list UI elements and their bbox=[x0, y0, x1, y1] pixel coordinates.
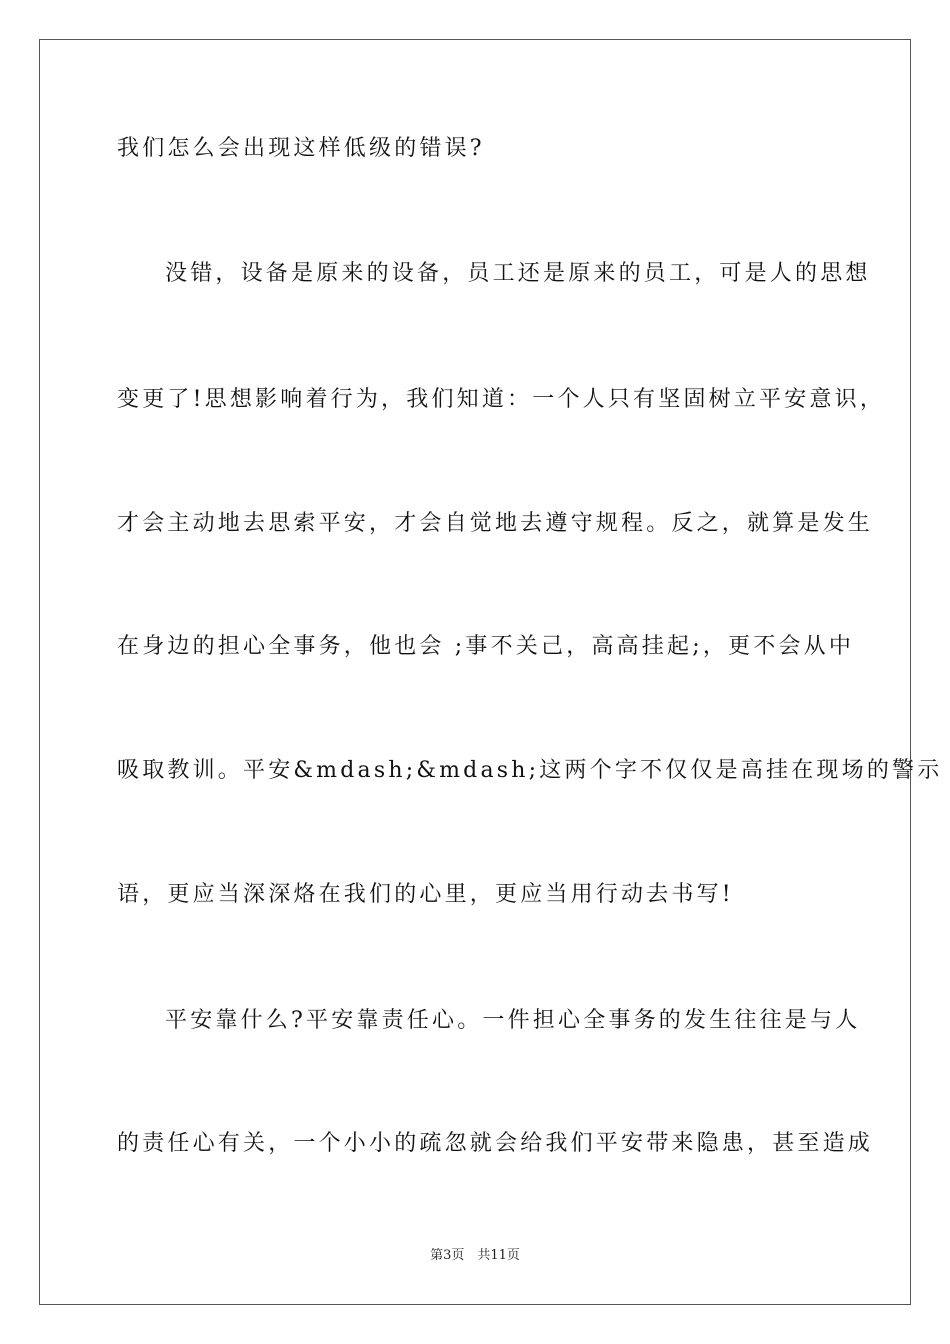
body-text-line: 在身边的担心全事务，他也会 ;事不关己，高高挂起;，更不会从中 bbox=[117, 634, 855, 659]
body-text-line: 才会主动地去思索平安，才会自觉地去遵守规程。反之，就算是发生 bbox=[117, 511, 874, 536]
body-text-line: 语，更应当深深烙在我们的心里，更应当用行动去书写! bbox=[117, 882, 734, 907]
page-border bbox=[39, 39, 943, 1305]
body-text-line: 没错，设备是原来的设备，员工还是原来的员工，可是人的思想 bbox=[165, 261, 871, 286]
body-text-line: 的责任心有关，一个小小的疏忽就会给我们平安带来隐患，甚至造成 bbox=[117, 1131, 874, 1156]
body-text-line: 吸取教训。平安&mdash;&mdash;这两个字不仅仅是高挂在现场的警示 bbox=[117, 758, 943, 783]
body-text-line: 变更了!思想影响着行为，我们知道：一个人只有坚固树立平安意识， bbox=[117, 387, 886, 412]
body-text-line: 我们怎么会出现这样低级的错误? bbox=[117, 136, 485, 161]
body-text-line: 平安靠什么?平安靠责任心。一件担心全事务的发生往往是与人 bbox=[165, 1008, 861, 1033]
page-number-footer: 第3页 共11页 bbox=[430, 1248, 520, 1263]
